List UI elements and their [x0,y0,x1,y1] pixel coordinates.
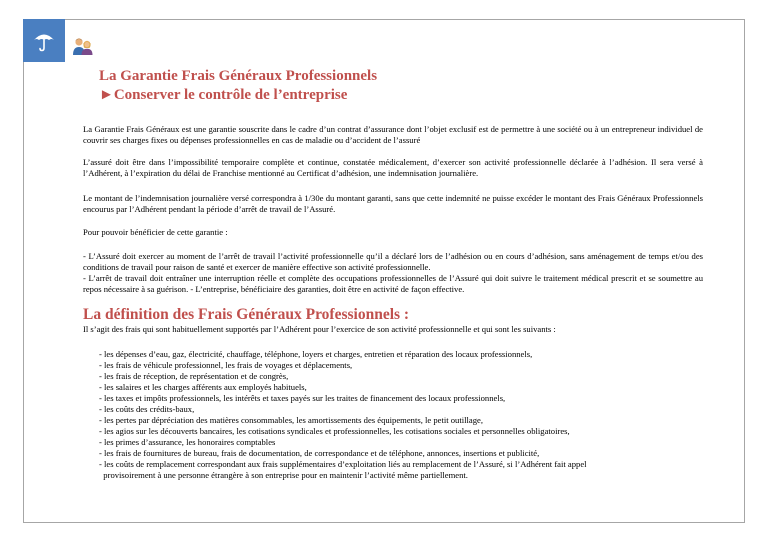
list-item: - les taxes et impôts professionnels, les intérêts et taxes payés sur les traites de financement des locaux professionnels, [99,393,506,403]
list-item: - les agios sur les découverts bancaires, les cotisations syndicales et professionnelles, les cotisations sociales et personnelles obligatoires, [99,426,570,436]
definition-intro: Il s’agit des frais qui sont habituellement supportés par l’Adhérent pour l’exercice de son activité professionnelle et qui sont les suivants : [83,324,556,334]
intro-paragraph-3: Le montant de l’indemnisation journalière versé correspondra à 1/30e du montant garanti, sans que cette indemnité ne puisse excéder le montant des Frais Généraux Professionnels encourus par l’Adhérent pendant la période d’arrêt de travail de l’Assuré. [83,193,703,214]
expense-list [99,349,719,481]
condition-1: - L’Assuré doit exercer au moment de l’arrêt de travail l’activité professionnelle qu’il a déclaré lors de l’adhésion ou en cours d’adhésion, sans aménagement de temps et/ou des conditions de travail pour raison de santé et exercer de manière effective son activité professionnelle. [83,251,703,272]
list-item: - les primes d’assurance, les honoraires comptables [99,437,276,447]
intro-paragraph-4: Pour pouvoir bénéficier de cette garantie : [83,227,228,237]
list-item: - les coûts des crédits-baux, [99,404,195,414]
intro-paragraph-5 [83,251,703,295]
umbrella-icon [32,29,56,53]
list-item: provisoirement à une personne étrangère à son entreprise pour en maintenir l’activité même partiellement. [99,470,468,480]
people-icon [72,36,94,56]
list-item: - les pertes par dépréciation des matières consommables, les amortissements des équipements, le petit outillage, [99,415,483,425]
condition-2: - L’arrêt de travail doit entraîner une interruption réelle et complète des occupations professionnelles de l’Assuré qui doit suivre le traitement médical prescrit et se soumettre au repos nécessaire à sa guérison. - L’entreprise, bénéficiaire des garanties, doit être en activité de façon effective. [83,273,703,294]
list-item: - les frais de fournitures de bureau, frais de documentation, de correspondance et de téléphone, annonces, insertions et publicité, [99,448,540,458]
list-item: - les coûts de remplacement correspondant aux frais supplémentaires d’exploitation liés au remplacement de l’Assuré, si l’Adhérent fait appel [99,459,587,469]
umbrella-badge [23,19,65,62]
page-subtitle: ►Conserver le contrôle de l’entreprise [99,87,348,103]
list-item: - les frais de véhicule professionnel, les frais de voyages et déplacements, [99,360,353,370]
definition-heading: La définition des Frais Généraux Professionnels : [83,306,410,323]
list-item: - les salaires et les charges afférents aux employés habituels, [99,382,307,392]
list-item: - les frais de réception, de représentation et de congrès, [99,371,289,381]
list-item: - les dépenses d’eau, gaz, électricité, chauffage, téléphone, loyers et charges, entretien et réparation des locaux professionnels, [99,349,533,359]
page-title: La Garantie Frais Généraux Professionnels [99,68,378,84]
intro-paragraph-1: La Garantie Frais Généraux est une garantie souscrite dans le cadre d’un contrat d’assurance dont l’objet exclusif est de permettre à une société ou à un entrepreneur individuel de couvrir ses charges fixes ou dépenses professionnelles en cas de maladie ou d’accident de l’assuré [83,124,703,145]
intro-paragraph-2: L’assuré doit être dans l’impossibilité temporaire complète et continue, constatée médicalement, d’exercer son activité professionnelle déclarée à l’adhésion. Il sera versé à l’Adhérent, à l’expiration du délai de Franchise mentionné au Certificat d’adhésion, une indemnisation journalière. [83,157,703,178]
title-block [99,67,377,105]
